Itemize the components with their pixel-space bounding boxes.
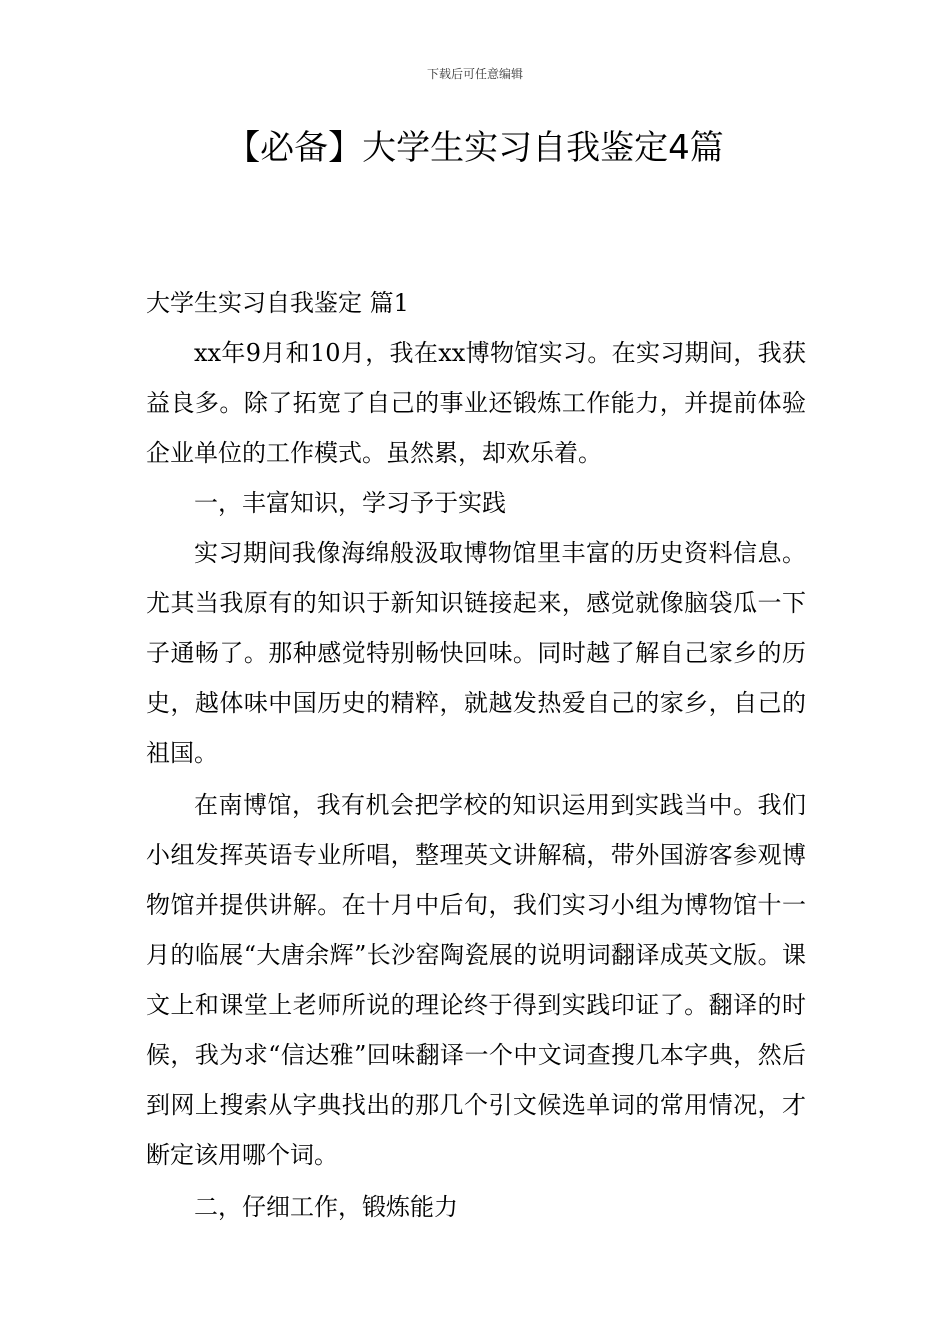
subheading-knowledge: 一，丰富知识，学习予于实践 [194, 489, 506, 517]
paragraph-intro: xx年9月和10月，我在xx博物馆实习。在实习期间，我获益良多。除了拓宽了自己的事业还锻炼工作能力，并提前体验企业单位的工作模式。虽然累，却欢乐着。 [146, 339, 806, 467]
section-heading: 大学生实习自我鉴定 篇1 [146, 289, 409, 317]
paragraph-practice: 在南博馆，我有机会把学校的知识运用到实践当中。我们小组发挥英语专业所唱，整理英文讲解稿，带外国游客参观博物馆并提供讲解。在十月中后旬，我们实习小组为博物馆十一月的临展“大唐余辉”长沙窑陶瓷展的说明词翻译成英文版。课文上和课堂上老师所说的理论终于得到实践印证了。翻译的时候，我为求“信达雅”回味翻译一个中文词查搜几本字典，然后到网上搜索从字典找出的那几个引文候选单词的常用情况，才断定该用哪个词。 [146, 791, 806, 1169]
subheading-work: 二，仔细工作，锻炼能力 [194, 1193, 458, 1221]
document-title: 【必备】大学生实习自我鉴定4篇 [226, 128, 724, 168]
paragraph-knowledge: 实习期间我像海绵般汲取博物馆里丰富的历史资料信息。尤其当我原有的知识于新知识链接起来，感觉就像脑袋瓜一下子通畅了。那种感觉特别畅快回味。同时越了解自己家乡的历史，越体味中国历史的精粹，就越发热爱自己的家乡，自己的祖国。 [146, 539, 806, 767]
header-note: 下载后可任意编辑 [426, 67, 523, 81]
document-body [146, 278, 806, 1232]
